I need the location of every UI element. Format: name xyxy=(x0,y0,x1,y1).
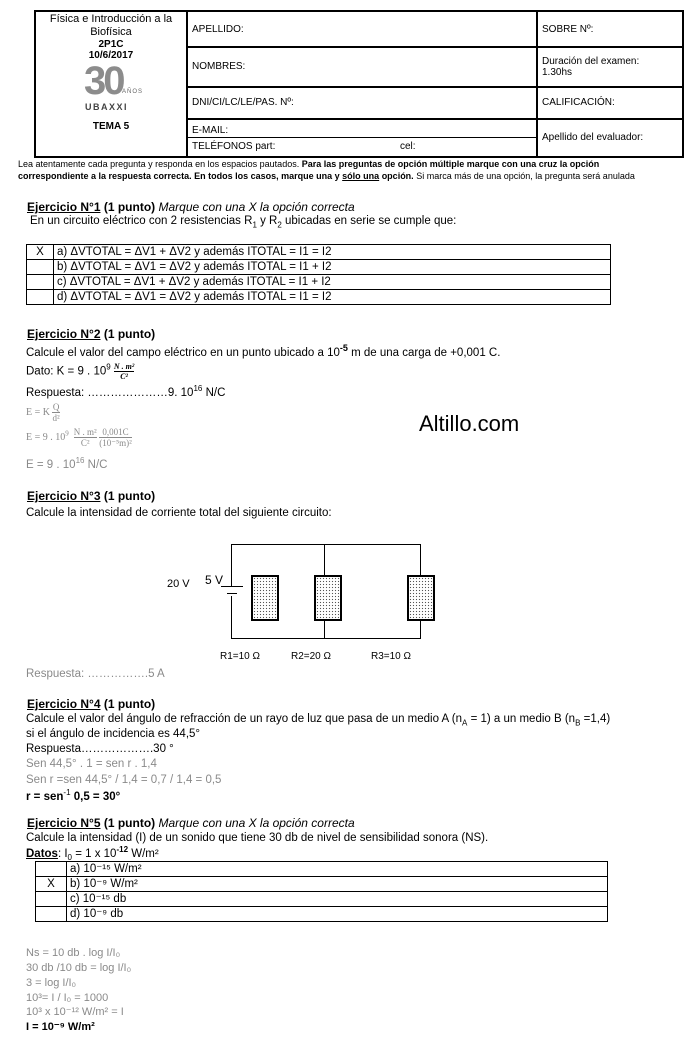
ex4-heading: Ejercicio N°4 (1 punto) xyxy=(27,697,156,711)
ubaxxi-logo: 30 AÑOS UBAXXI xyxy=(84,59,144,112)
telefonos-field[interactable]: TELÉFONOS part: cel: xyxy=(188,138,536,155)
ex2-heading: Ejercicio N°2 (1 punto) xyxy=(27,327,156,341)
ex5-work-1: Ns = 10 db . log I/I₀ xyxy=(26,947,121,959)
dni-field[interactable]: DNI/CI/LC/LE/PAS. Nº: xyxy=(187,87,537,119)
resistor-r2 xyxy=(314,575,342,621)
battery-voltage: 20 V xyxy=(167,578,190,590)
option-text: c) ΔVTOTAL = ΔV1 + ΔV2 y además ITOTAL = I1 + I2 xyxy=(54,275,611,290)
course-name: Física e Introducción a la Biofísica xyxy=(49,13,173,38)
ex5-option-d[interactable] xyxy=(36,907,608,922)
ex1-option-c[interactable] xyxy=(27,275,611,290)
ex2-step2: E = 9 . $10^9$ $\frac{\text{N . m²}}{\text{C²}}$ $\frac{0,001C}{\text{(10⁻⁵m)²}}$ xyxy=(26,427,132,448)
nombres-field[interactable]: NOMBRES: xyxy=(187,47,537,86)
ex5-work-2: 30 db /10 db = log I/I₀ xyxy=(26,962,132,974)
r2-label: R2=20 Ω xyxy=(291,651,331,662)
ex4-step2: Sen r =sen 44,5° / 1,4 = 0,7 / 1,4 = 0,5 xyxy=(26,774,222,786)
ex1-question: En un circuito eléctrico con 2 resistencias $R_1$ y $R_2$ ubicadas en serie se cumple que: xyxy=(30,215,457,230)
option-mark[interactable] xyxy=(27,290,54,305)
duracion-cell: Duración del examen: 1.30hs xyxy=(537,47,683,86)
tema-label: TEMA 5 xyxy=(92,121,130,132)
calificacion-field[interactable]: CALIFICACIÓN: xyxy=(537,87,683,119)
ex3-question: Calcule la intensidad de corriente total del siguiente circuito: xyxy=(26,507,332,519)
email-field[interactable]: E-MAIL: xyxy=(188,120,536,138)
ex5-options-table xyxy=(35,861,608,922)
option-text: b) 10⁻⁹ W/m² xyxy=(67,877,608,892)
option-text: c) 10⁻¹⁵ db xyxy=(67,892,608,907)
instructions-line-2: correspondiente a la respuesta correcta. En todos los casos, marque una y sólo una opción. Si marca más de una opción, la pregunta será anulada xyxy=(18,171,635,181)
ex5-option-a[interactable] xyxy=(36,862,608,877)
altillo-watermark: Altillo.com xyxy=(419,411,520,436)
ex5-option-c[interactable] xyxy=(36,892,608,907)
ex1-option-b[interactable] xyxy=(27,260,611,275)
ex5-result: I = 10⁻⁹ W/m² xyxy=(26,1021,95,1033)
ex3-respuesta: Respuesta: …………….5 A xyxy=(26,668,165,680)
ex3-heading: Ejercicio N°3 (1 punto) xyxy=(27,489,156,503)
course-cell xyxy=(35,11,187,157)
option-text: a) ΔVTOTAL = ΔV1 + ΔV2 y además ITOTAL = I1 = I2 xyxy=(54,245,611,260)
ex5-option-b[interactable] xyxy=(36,877,608,892)
option-mark[interactable]: X xyxy=(36,877,67,892)
option-mark[interactable] xyxy=(27,260,54,275)
battery-plate-short xyxy=(227,593,237,594)
ex2-respuesta: Respuesta: …………………9. $10^{16}$ N/C xyxy=(26,384,226,399)
ex1-heading: Ejercicio N°1 (1 punto) Marque con una X la opción correcta xyxy=(27,200,355,214)
ex2-question: Calcule el valor del campo eléctrico en un punto ubicado a $10^{-5}$ m de una carga de +0,001 C. xyxy=(26,343,501,359)
option-mark[interactable] xyxy=(36,907,67,922)
ex1-option-a[interactable] xyxy=(27,245,611,260)
apellido-field[interactable]: APELLIDO: xyxy=(187,11,537,47)
option-text: d) ΔVTOTAL = ΔV1 = ΔV2 y además ITOTAL = I1 = I2 xyxy=(54,290,611,305)
option-mark[interactable] xyxy=(36,862,67,877)
ex4-step1: Sen 44,5° . 1 = sen r . 1,4 xyxy=(26,758,157,770)
ex4-result: r = sen$^{-1}$ 0,5 = 30° xyxy=(26,788,121,803)
option-mark[interactable] xyxy=(36,892,67,907)
resistor-r3 xyxy=(407,575,435,621)
ex1-options-table xyxy=(26,244,611,305)
ex4-question-2: si el ángulo de incidencia es 44,5° xyxy=(26,728,201,740)
battery-plate-long xyxy=(221,586,243,587)
evaluador-field[interactable]: Apellido del evaluador: xyxy=(537,119,683,157)
option-mark[interactable] xyxy=(27,275,54,290)
ex4-respuesta: Respuesta……………….30 ° xyxy=(26,743,174,755)
ex4-question-1: Calcule el valor del ángulo de refracción de un rayo de luz que pasa de un medio A $(n_A = 1)$ a un medio B $(n_B =1,4)$ xyxy=(26,713,611,728)
ex5-datos: Datos: $I_0 = 1$ x $10^{-12}$ W/m² xyxy=(26,845,159,863)
option-text: b) ΔVTOTAL = ΔV1 = ΔV2 y además ITOTAL = I1 + I2 xyxy=(54,260,611,275)
battery-label-overlap: 5 V xyxy=(205,573,224,587)
contact-cell xyxy=(187,119,537,157)
ex5-work-4: 10³= I / I₀ = 1000 xyxy=(26,992,109,1004)
instructions-line-1: Lea atentamente cada pregunta y responda en los espacios pautados. Para las preguntas de opción múltiple marque con una cruz la opción xyxy=(18,159,600,169)
header-table xyxy=(34,10,684,158)
ex2-step3: E = 9 . $10^{16}$ N/C xyxy=(26,456,108,471)
ex5-question: Calcule la intensidad (I) de un sonido que tiene 30 db de nivel de sensibilidad sonora (NS). xyxy=(26,832,489,844)
cel-label: cel: xyxy=(400,140,416,152)
ex5-heading: Ejercicio N°5 (1 punto) Marque con una X la opción correcta xyxy=(27,816,355,830)
ex2-step1: E = K $\frac{Q}{\text{d²}}$ xyxy=(26,402,60,423)
ex1-option-d[interactable] xyxy=(27,290,611,305)
r3-label: R3=10 Ω xyxy=(371,651,411,662)
course-code: 2P1C xyxy=(98,39,124,50)
option-mark[interactable]: X xyxy=(27,245,54,260)
exam-date: 10/6/2017 xyxy=(88,50,134,61)
resistor-r1 xyxy=(251,575,279,621)
ex5-work-5: 10³ x 10⁻¹² W/m² = I xyxy=(26,1006,124,1018)
sobre-field[interactable]: SOBRE Nº: xyxy=(537,11,683,47)
r1-label: R1=10 Ω xyxy=(220,651,260,662)
option-text: d) 10⁻⁹ db xyxy=(67,907,608,922)
option-text: a) 10⁻¹⁵ W/m² xyxy=(67,862,608,877)
ex2-dato: Dato: K = 9 . $10^9$ $\frac{\text{N . m²}}{\text{C²}}$ xyxy=(26,362,135,381)
ex5-work-3: 3 = log I/I₀ xyxy=(26,977,77,989)
